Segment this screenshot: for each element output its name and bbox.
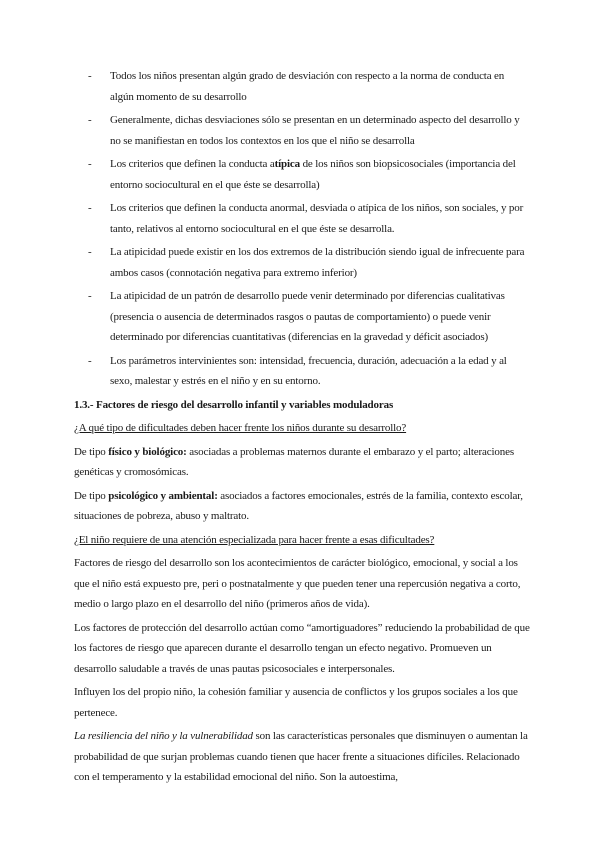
bullet-dash: - xyxy=(88,354,92,367)
list-item xyxy=(74,242,530,283)
para-rest: asociados a factores emocionales, estrés de la familia, contexto escolar, situaciones de pobreza, abuso y maltrato. xyxy=(74,489,523,522)
list-item xyxy=(74,66,530,107)
bullet-text: La atipicidad de un patrón de desarrollo puede venir determinado por diferencias cualitativas (presencia o ausencia de determinados rasgos o pautas de comportamiento) o puede venir determinado por diferencias cuantitativas (diferencias en la gravedad y déficit asociados) xyxy=(110,290,505,343)
bullet-text: La atipicidad puede existir en los dos extremos de la distribución siendo igual de infrecuente para ambos casos (connotación negativa para extremo inferior) xyxy=(110,246,525,279)
paragraph-fisico xyxy=(74,442,530,483)
question-difficulties: ¿A qué tipo de dificultades deben hacer frente los niños durante su desarrollo? xyxy=(74,422,407,434)
bullet-dash: - xyxy=(88,202,92,214)
para-italic: La resiliencia del niño y la vulnerabilidad xyxy=(74,730,253,742)
bullet-text: Todos los niños presentan algún grado de desviación con respecto a la norma de conducta en algún momento de su desarrollo xyxy=(110,70,505,103)
bullet-text-before: Los criterios que definen la conducta a xyxy=(110,158,275,170)
bullet-dash: - xyxy=(88,158,92,170)
list-item xyxy=(74,351,530,392)
paragraph-factores-riesgo: Factores de riesgo del desarrollo son los acontecimientos de carácter biológico, emocional, y social a los que el niño está expuesto pre, peri o postnatalmente y que pueden tener una repercusión negativa a corto, medio o largo plazo en el desarrollo del niño (primeros años de vida). xyxy=(74,557,521,610)
question-attention: ¿El niño requiere de una atención especializada para hacer frente a esas dificultades? xyxy=(74,533,435,546)
paragraph-resiliencia xyxy=(74,726,530,788)
paragraph-psicologico xyxy=(74,486,530,527)
document-body xyxy=(74,66,530,791)
bullet-text: Los parámetros intervinientes son: intensidad, frecuencia, duración, adecuación a la edad y al sexo, malestar y estrés en el niño y en su entorno. xyxy=(110,354,507,387)
paragraph-factores-proteccion: Los factores de protección del desarrollo actúan como “amortiguadores” reduciendo la probabilidad de que los factores de riesgo que aparecen durante el desarrollo tengan un efecto negativo. Promueven un desarrollo saludable a través de unas pautas psicosociales e interpersonales. xyxy=(74,621,530,675)
list-item xyxy=(74,110,530,151)
para-rest: son las características personales que disminuyen o aumentan la probabilidad de que surjan problemas cuando tienen que hacer frente a situaciones difíciles. Relacionado con el temperamento y la estabilidad emocional del niño. Son la autoestima, xyxy=(74,730,528,783)
para-lead: De tipo xyxy=(74,445,109,458)
para-bold: físico y biológico: xyxy=(108,445,187,458)
bullet-dash: - xyxy=(88,246,92,258)
list-item xyxy=(74,286,530,348)
bullet-text-bold: típica xyxy=(274,158,300,170)
bullet-text: Generalmente, dichas desviaciones sólo se presentan en un determinado aspecto del desarrollo y no se manifiestan en todos los contextos en los que el niño se desarrolla xyxy=(110,114,520,147)
bullet-list xyxy=(74,66,530,392)
bullet-dash: - xyxy=(88,114,92,126)
paragraph-influyen: Influyen los del propio niño, la cohesión familiar y ausencia de conflictos y los grupos sociales a los que pertenece. xyxy=(74,686,518,719)
bullet-dash: - xyxy=(88,290,92,302)
section-heading: 1.3.- Factores de riesgo del desarrollo infantil y variables moduladoras xyxy=(74,398,394,411)
bullet-text: Los criterios que definen la conducta anormal, desviada o atípica de los niños, son sociales, y por tanto, relativos al entorno sociocultural en el que éste se desarrolla. xyxy=(110,202,524,235)
para-bold: psicológico y ambiental: xyxy=(108,489,218,502)
list-item xyxy=(74,198,530,239)
para-rest: asociadas a problemas maternos durante el embarazo y el parto; alteraciones genéticas y cromosómicas. xyxy=(74,445,514,478)
list-item xyxy=(74,154,530,195)
bullet-dash: - xyxy=(88,70,92,82)
bullet-text-after: de los niños son biopsicosociales (importancia del entorno sociocultural en el que éste se desarrolla) xyxy=(110,158,516,191)
para-lead: De tipo xyxy=(74,489,109,502)
